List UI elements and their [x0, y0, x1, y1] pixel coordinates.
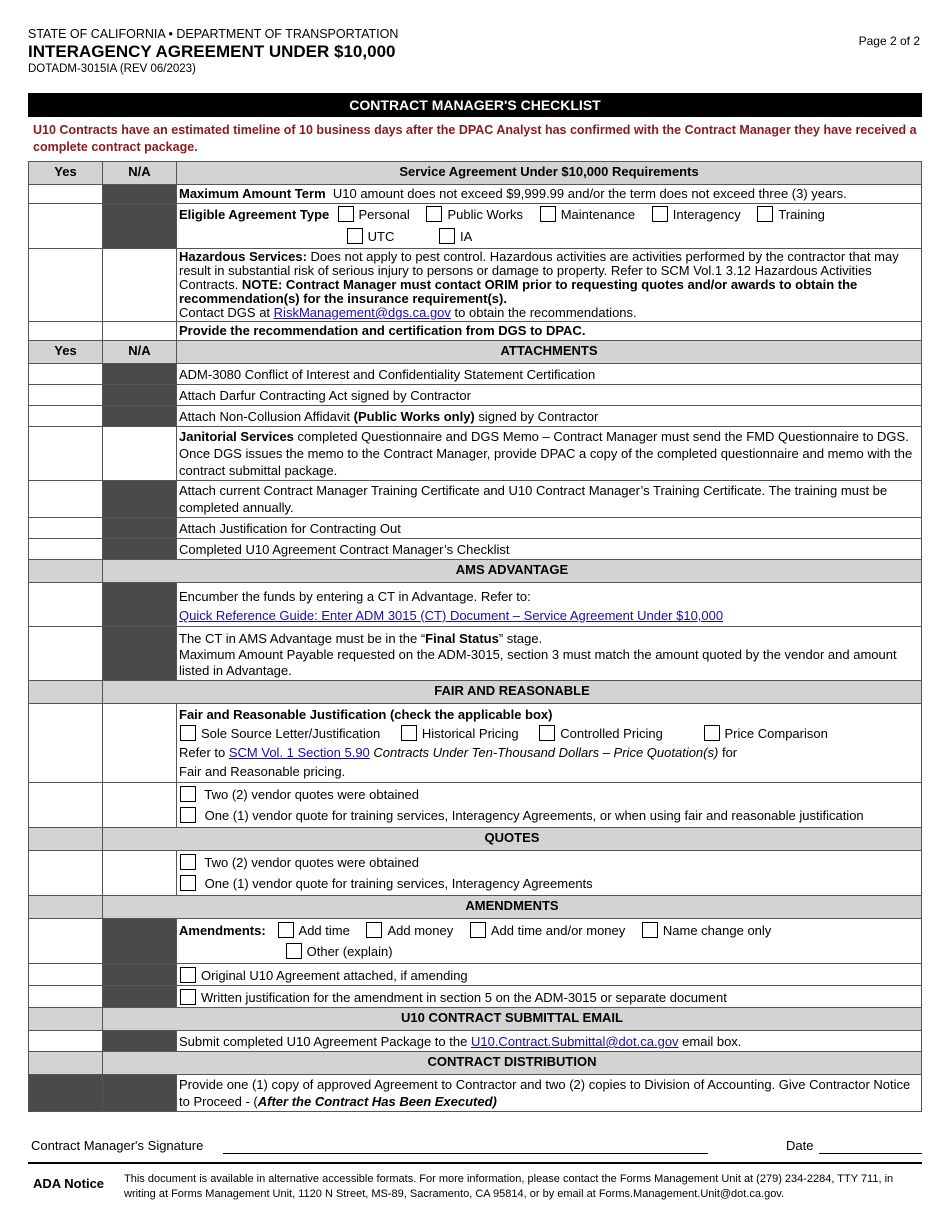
checkbox[interactable]	[180, 875, 196, 891]
yes-cell[interactable]	[29, 364, 103, 385]
submit-pre: Submit completed U10 Agreement Package to the	[179, 1034, 468, 1049]
section-header-submittal	[29, 1008, 922, 1031]
table-row	[29, 783, 922, 828]
option-personal: Personal	[358, 207, 410, 222]
max-amount-text: U10 amount does not exceed $9,999.99 and/or the term does not exceed three (3) years.	[332, 186, 847, 201]
checkbox[interactable]	[180, 854, 196, 870]
table-row	[29, 583, 922, 627]
yes-cell[interactable]	[29, 427, 103, 481]
fair-heading: FAIR AND REASONABLE	[103, 681, 922, 704]
timeline-note: U10 Contracts have an estimated timeline of 10 business days after the DPAC Analyst has confirmed with the Contract Manager they have received a complete contract package.	[33, 123, 917, 154]
table-row	[29, 964, 922, 986]
distribution-heading: CONTRACT DISTRIBUTION	[103, 1052, 922, 1075]
na-cell-disabled	[103, 481, 177, 518]
col-yes-header: Yes	[29, 162, 103, 185]
yes-cell[interactable]	[29, 249, 103, 322]
table-row	[29, 406, 922, 427]
adm3080-item: ADM-3080 Conflict of Interest and Confidentiality Statement Certification	[177, 364, 922, 385]
ada-notice-title: ADA Notice	[33, 1176, 105, 1191]
section-header-service	[29, 162, 922, 185]
checkbox[interactable]	[439, 228, 455, 244]
table-row	[29, 986, 922, 1008]
training-item: Attach current Contract Manager Training Certificate and U10 Contract Manager’s Training Certificate. The training must be completed annually.	[177, 481, 922, 518]
na-cell-disabled	[103, 583, 177, 627]
na-cell-disabled	[103, 627, 177, 681]
fair-one-quote: One (1) vendor quote for training services, Interagency Agreements, or when using fair and reasonable justification	[204, 808, 864, 823]
yes-cell[interactable]	[29, 185, 103, 204]
quotes-heading: QUOTES	[103, 828, 922, 851]
table-row	[29, 627, 922, 681]
distribution-text: Provide one (1) copy of approved Agreement to Contractor and two (2) copies to Division of Accounting. Give Contractor Notice to Proceed - (	[179, 1077, 911, 1109]
checkbox[interactable]	[180, 989, 196, 1005]
na-cell[interactable]	[103, 427, 177, 481]
na-cell-disabled	[103, 964, 177, 986]
table-row	[29, 385, 922, 406]
ams-heading: AMS ADVANTAGE	[103, 560, 922, 583]
option-price-comparison: Price Comparison	[724, 726, 828, 741]
provide-recommendation: Provide the recommendation and certification from DGS to DPAC.	[179, 323, 586, 338]
quick-reference-guide-link[interactable]: Quick Reference Guide: Enter ADM 3015 (CT) Document – Service Agreement Under $10,000	[179, 608, 724, 623]
max-amount-label: Maximum Amount Term	[179, 186, 326, 201]
section-header-attachments	[29, 341, 922, 364]
contact-post: to obtain the recommendations.	[454, 305, 637, 320]
refer-italic: Contracts Under Ten-Thousand Dollars – Price Quotation(s)	[373, 745, 719, 760]
option-name-change: Name change only	[662, 923, 772, 938]
written-justification-item: Written justification for the amendment in section 5 on the ADM-3015 or separate document	[201, 990, 727, 1005]
refer-line2: Fair and Reasonable pricing.	[179, 764, 346, 779]
risk-management-email-link[interactable]: RiskManagement@dgs.ca.gov	[273, 305, 451, 320]
completed-checklist-item: Completed U10 Agreement Contract Manager’s Checklist	[177, 539, 922, 560]
form-id: DOTADM-3015IA (REV 06/2023)	[28, 63, 196, 75]
na-cell-disabled	[103, 406, 177, 427]
page-number: Page 2 of 2	[858, 34, 920, 48]
signature-field[interactable]	[223, 1153, 708, 1154]
yes-cell[interactable]	[29, 481, 103, 518]
checkbox[interactable]	[757, 206, 773, 222]
checkbox[interactable]	[704, 725, 720, 741]
yes-cell[interactable]	[29, 322, 103, 341]
checkbox[interactable]	[540, 206, 556, 222]
hazard-label: Hazardous Services:	[179, 249, 307, 264]
table-row	[29, 322, 922, 341]
na-cell-disabled	[103, 1031, 177, 1052]
checklist-table	[28, 161, 922, 1112]
table-row	[29, 1075, 922, 1112]
submit-post: email box.	[682, 1034, 742, 1049]
na-cell-disabled	[103, 364, 177, 385]
yes-cell[interactable]	[29, 919, 103, 964]
table-row	[29, 204, 922, 249]
form-title: INTERAGENCY AGREEMENT UNDER $10,000	[28, 42, 396, 61]
col-na-header: N/A	[103, 162, 177, 185]
noncollusion-bold: (Public Works only)	[353, 409, 475, 424]
option-historical: Historical Pricing	[421, 726, 519, 741]
ct-status-post: ” stage.	[498, 631, 543, 646]
scm-section-link[interactable]: SCM Vol. 1 Section 5.90	[228, 745, 370, 760]
na-cell[interactable]	[103, 851, 177, 896]
option-public-works: Public Works	[447, 207, 524, 222]
na-cell-disabled	[103, 539, 177, 560]
noncollusion-post: signed by Contractor	[478, 409, 599, 424]
option-interagency: Interagency	[672, 207, 741, 222]
na-cell-disabled	[103, 919, 177, 964]
max-payable-text: Maximum Amount Payable requested on the ADM-3015, section 3 must match the amount quoted by the vendor and amount listed in Advantage.	[179, 647, 897, 678]
date-field[interactable]	[819, 1153, 922, 1154]
janitorial-label: Janitorial Services	[179, 429, 294, 444]
darfur-item: Attach Darfur Contracting Act signed by Contractor	[177, 385, 922, 406]
option-sole-source: Sole Source Letter/Justification	[201, 726, 381, 741]
amendments-label: Amendments:	[179, 923, 266, 938]
checkbox[interactable]	[426, 206, 442, 222]
quotes-two: Two (2) vendor quotes were obtained	[204, 855, 420, 870]
yes-cell[interactable]	[29, 518, 103, 539]
table-row	[29, 427, 922, 481]
table-row	[29, 539, 922, 560]
checkbox[interactable]	[180, 967, 196, 983]
table-row	[29, 704, 922, 783]
table-row	[29, 249, 922, 322]
section-header-ams	[29, 560, 922, 583]
yes-cell[interactable]	[29, 964, 103, 986]
yes-cell[interactable]	[29, 204, 103, 249]
yes-cell-disabled	[29, 1075, 103, 1112]
checkbox[interactable]	[470, 922, 486, 938]
section-header-quotes	[29, 828, 922, 851]
checkbox[interactable]	[338, 206, 354, 222]
yes-cell[interactable]	[29, 1031, 103, 1052]
col-na-header: N/A	[103, 341, 177, 364]
refer-post: for	[721, 745, 738, 760]
checkbox[interactable]	[286, 943, 302, 959]
hazard-note: NOTE: Contract Manager must contact ORIM prior to requesting quotes and/or awards to obtain the recommendation(s) for the insurance requirement(s).	[179, 277, 858, 306]
section-header-fair	[29, 681, 922, 704]
yes-cell[interactable]	[29, 627, 103, 681]
table-row	[29, 1031, 922, 1052]
na-cell-disabled	[103, 385, 177, 406]
ada-notice-text: This document is available in alternative accessible formats. For more information, please contact the Forms Management Unit at (279) 234-2284, TTY 711, in writing at Forms Management Unit, 1120 N Street, MS-89, Sacramento, CA 95814, or by email at Forms.Management.Unit@dot.ca.gov.	[124, 1173, 894, 1200]
na-cell-disabled	[103, 1075, 177, 1112]
hazard-text: Does not apply to pest control. Hazardous activities are activities performed by the contractor that may result in substantial risk of serious injury to persons or damage to property. Refer to SCM Vol.1 3.12 Hazardous Activities Contracts.	[179, 249, 899, 292]
yes-cell[interactable]	[29, 385, 103, 406]
table-row	[29, 364, 922, 385]
na-cell[interactable]	[103, 783, 177, 828]
table-row	[29, 481, 922, 518]
yes-cell[interactable]	[29, 704, 103, 783]
na-cell-disabled	[103, 185, 177, 204]
option-training: Training	[778, 207, 825, 222]
section-header-amendments	[29, 896, 922, 919]
date-label: Date	[786, 1138, 814, 1153]
contact-pre: Contact DGS at	[179, 305, 271, 320]
checkbox[interactable]	[539, 725, 555, 741]
yes-cell[interactable]	[29, 783, 103, 828]
na-cell-disabled	[103, 518, 177, 539]
yes-cell[interactable]	[29, 986, 103, 1008]
final-status: Final Status	[425, 631, 499, 646]
distribution-italic: After the Contract Has Been Executed)	[257, 1094, 497, 1109]
original-agreement-item: Original U10 Agreement attached, if amending	[201, 968, 468, 983]
justification-item: Attach Justification for Contracting Out	[177, 518, 922, 539]
form-header	[28, 27, 398, 77]
fair-two-quotes: Two (2) vendor quotes were obtained	[204, 787, 420, 802]
section-header-distribution	[29, 1052, 922, 1075]
amendments-heading: AMENDMENTS	[103, 896, 922, 919]
yes-cell[interactable]	[29, 539, 103, 560]
checkbox[interactable]	[401, 725, 417, 741]
checkbox[interactable]	[366, 922, 382, 938]
checkbox[interactable]	[180, 786, 196, 802]
na-cell[interactable]	[103, 249, 177, 322]
yes-cell[interactable]	[29, 851, 103, 896]
checkbox[interactable]	[180, 725, 196, 741]
checkbox[interactable]	[652, 206, 668, 222]
checkbox[interactable]	[278, 922, 294, 938]
eligible-type-label: Eligible Agreement Type	[179, 207, 330, 222]
agency-line: STATE OF CALIFORNIA • DEPARTMENT OF TRANSPORTATION	[28, 27, 399, 41]
checklist-banner: CONTRACT MANAGER'S CHECKLIST	[28, 93, 922, 117]
checkbox[interactable]	[180, 807, 196, 823]
option-ia: IA	[459, 229, 473, 244]
table-row	[29, 851, 922, 896]
na-cell[interactable]	[103, 704, 177, 783]
checkbox[interactable]	[347, 228, 363, 244]
option-other: Other (explain)	[306, 944, 393, 959]
attachments-heading: ATTACHMENTS	[177, 341, 922, 364]
signature-label: Contract Manager's Signature	[31, 1138, 204, 1153]
refer-pre: Refer to	[179, 745, 226, 760]
col-yes-header: Yes	[29, 341, 103, 364]
ct-status-pre: The CT in AMS Advantage must be in the “	[179, 631, 426, 646]
na-cell[interactable]	[103, 322, 177, 341]
submittal-email-link[interactable]: U10.Contract.Submittal@dot.ca.gov	[470, 1034, 679, 1049]
fair-justification-label: Fair and Reasonable Justification (check the applicable box)	[179, 707, 553, 722]
na-cell-disabled	[103, 204, 177, 249]
option-utc: UTC	[367, 229, 395, 244]
yes-cell[interactable]	[29, 406, 103, 427]
yes-cell[interactable]	[29, 583, 103, 627]
table-row	[29, 518, 922, 539]
noncollusion-pre: Attach Non-Collusion Affidavit	[179, 409, 351, 424]
footer-divider	[28, 1162, 922, 1164]
table-row	[29, 185, 922, 204]
option-add-time-money: Add time and/or money	[490, 923, 626, 938]
option-add-time: Add time	[298, 923, 350, 938]
table-row	[29, 919, 922, 964]
encumber-text: Encumber the funds by entering a CT in Advantage. Refer to:	[179, 589, 531, 604]
janitorial-text: completed Questionnaire and DGS Memo – Contract Manager must send the FMD Questionnaire to DGS. Once DGS issues the memo to the Contract Manager, provide DPAC a copy of the completed questionnaire and memo with the contract submittal package.	[179, 429, 913, 478]
na-cell-disabled	[103, 986, 177, 1008]
quotes-one: One (1) vendor quote for training services, Interagency Agreements	[204, 876, 593, 891]
submittal-heading: U10 CONTRACT SUBMITTAL EMAIL	[103, 1008, 922, 1031]
checkbox[interactable]	[642, 922, 658, 938]
option-add-money: Add money	[387, 923, 454, 938]
option-controlled: Controlled Pricing	[560, 726, 663, 741]
service-heading: Service Agreement Under $10,000 Requirements	[177, 162, 922, 185]
option-maintenance: Maintenance	[560, 207, 636, 222]
